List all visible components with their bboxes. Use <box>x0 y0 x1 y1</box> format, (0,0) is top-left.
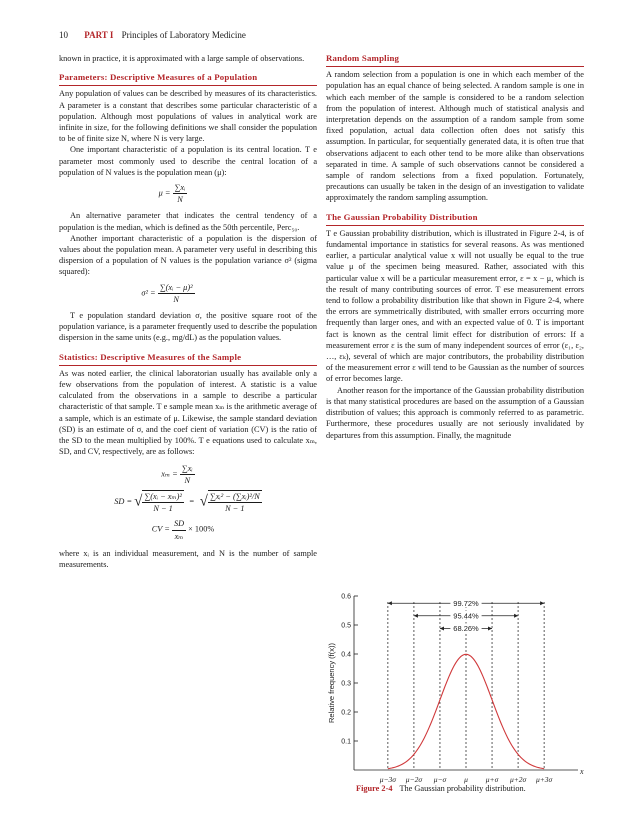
equation-lhs: CV = <box>151 524 170 534</box>
part-label: PART I <box>84 30 114 40</box>
arrow-left-icon <box>440 626 444 630</box>
y-tick-label: 0.3 <box>341 680 351 688</box>
equation-denominator: N <box>173 294 179 304</box>
paragraph: One important characteristic of a population is its central location. T e parameter most commonly used to describe the central location of a population of N values is the population mean (μ): <box>59 145 317 177</box>
equation-lhs: μ = <box>158 188 171 198</box>
paragraph: An alternative parameter that indicates the central tendency of a population is the median, which is defined as the 50th percentile, Perc₅₀. <box>59 211 317 232</box>
gaussian-chart <box>326 588 584 788</box>
figure-label: Figure 2-4 <box>356 784 393 793</box>
arrow-right-icon <box>488 626 492 630</box>
equation-fraction <box>180 463 195 486</box>
equation-numerator: ∑xᵢ <box>180 463 195 475</box>
sqrt-icon: √ <box>199 493 208 510</box>
equation-fraction <box>173 182 188 205</box>
x-tick-label: μ+2σ <box>509 775 527 784</box>
equation-numerator: ∑xᵢ <box>173 182 188 194</box>
section-heading-parameters: Parameters: Descriptive Measures of a Population <box>59 72 317 86</box>
figure-gaussian <box>326 588 584 788</box>
equation-lhs: σ² = <box>141 288 156 298</box>
equation-lhs: xₘ = <box>161 469 178 479</box>
equation-denominator: N − 1 <box>225 504 245 514</box>
paragraph: A random selection from a population is one in which each member of the population has an equal chance of being selected. A random sample is one in which each member of the sample is considered to be a random selection from the population of interest. Although much of statistical analysis and interpretation depends on the assumption of a random sample from some fixed population, actual data collection often does not satisfy this assumption. In particular, for sequentially generated data, it is often true that observations adjacent to each other tend to be more alike than observations separated in time. A sample of such observations cannot be considered a sample of random selections from a fixed population. Fortunately, precautions can usually be taken in the design of an investigation to validate approximately the random sampling assumption. <box>326 70 584 203</box>
figure-caption-text: The Gaussian probability distribution. <box>399 784 526 793</box>
header-title: Principles of Laboratory Medicine <box>121 30 246 40</box>
paragraph: where xᵢ is an individual measurement, and N is the number of sample measurements. <box>59 548 317 569</box>
equation-standard-deviation <box>59 490 317 514</box>
y-tick-label: 0.4 <box>341 651 351 659</box>
equation-numerator: ∑(xᵢ − μ)² <box>158 282 195 294</box>
equation-denominator: xₘ <box>174 531 184 541</box>
equation-numerator: ∑(xᵢ − xₘ)² <box>142 491 183 503</box>
x-axis-label: x <box>580 767 584 776</box>
section-heading-gaussian: The Gaussian Probability Distribution <box>326 212 584 226</box>
paragraph: Another important characteristic of a population is the dispersion of values about the population mean. A parameter very useful in describing this dispersion of a population of N values is the population variance σ² (sigma squared): <box>59 233 317 277</box>
sqrt-icon: √ <box>134 493 143 510</box>
equation-fraction <box>208 490 262 514</box>
x-tick-label: μ−3σ <box>379 775 397 784</box>
equation-coefficient-of-variation <box>59 518 317 541</box>
equation-fraction <box>158 282 195 305</box>
paragraph: As was noted earlier, the clinical laboratorian usually has available only a few observations from the population of interest. A statistic is a value calculated from the observations in a sample to describe a particular characteristic of that sample. T e sample mean xₘ is the arithmetic average of a sample, which is an estimate of μ. Likewise, the sample standard deviation (SD) is an estimate of σ, and the coef cient of variation (CV) is the ratio of the SD to the mean multiplied by 100%. T e equations used to calculate xₘ, SD, and CV, respectively, are as follows: <box>59 368 317 457</box>
equation-population-mean <box>59 182 317 205</box>
equation-lhs: SD = <box>114 497 133 507</box>
paragraph: T e Gaussian probability distribution, which is illustrated in Figure 2-4, is of fundamental importance in statistics for several reasons. As was mentioned earlier, a particular analytical value x will not usually be equal to the true value μ of the specimen being measured. Rather, associated with this particular value x will be a particular measurement error, ε = x − μ, which is the result of many contributing sources of error. T ese measurement errors tend to follow a probability distribution like that shown in Figure 2-4, where the errors are symmetrically distributed, with smaller errors occurring more frequently than larger ones, and with an expected value of 0. T is important fact is known as the central limit effect for distribution of errors: If a measurement error ε is the sum of many independent sources of error (ε₁, ε₂, …, εₖ), several of which are major contributors, the probability distribution of the measurement error ε will tend to be Gaussian as the number of sources of error becomes large. <box>326 228 584 384</box>
paragraph: Another reason for the importance of the Gaussian probability distribution is that many statistical procedures are based on the assumption of a Gaussian distribution of values; this approach is commonly referred to as parametric. Furthermore, these procedures usually are not seriously invalidated by departures from this assumption. Finally, the magnitude <box>326 385 584 440</box>
equals-sign: = <box>188 497 195 507</box>
arrow-left-icon <box>414 614 418 618</box>
arrow-right-icon <box>514 614 518 618</box>
x-tick-label: μ <box>464 775 468 784</box>
x-tick-label: μ−2σ <box>405 775 423 784</box>
x-tick-label: μ−σ <box>433 775 447 784</box>
y-axis-label: Relative frequency (f(x)) <box>327 642 336 724</box>
equation-denominator: N <box>184 475 191 485</box>
intro-paragraph: known in practice, it is approximated with a large sample of observations. <box>59 54 305 63</box>
arrow-right-icon <box>540 601 544 605</box>
span-label: 99.72% <box>453 598 479 608</box>
span-label: 68.26% <box>453 624 479 634</box>
page-number: 10 <box>59 30 68 40</box>
y-tick-label: 0.2 <box>341 709 351 717</box>
paragraph: T e population standard deviation σ, the positive square root of the population variance, is a parameter frequently used to describe the population dispersion in the same units (e.g., mg/dL) as the population values. <box>59 311 317 343</box>
equation-sample-mean <box>59 463 317 486</box>
figure-caption <box>356 784 526 793</box>
equation-numerator: SD <box>172 518 186 530</box>
y-tick-label: 0.5 <box>341 622 351 630</box>
left-column <box>59 53 317 570</box>
span-label: 95.44% <box>453 611 479 621</box>
running-header <box>59 30 246 40</box>
y-tick-label: 0.1 <box>341 738 351 746</box>
equation-tail: × 100% <box>188 524 215 534</box>
equation-fraction <box>142 490 183 514</box>
arrow-left-icon <box>388 601 392 605</box>
equation-denominator: N <box>177 195 183 205</box>
x-tick-label: μ+σ <box>485 775 499 784</box>
equation-numerator: ∑xᵢ² − (∑xᵢ)²/N <box>208 491 262 503</box>
section-heading-random-sampling: Random Sampling <box>326 53 584 67</box>
x-tick-label: μ+3σ <box>535 775 553 784</box>
y-tick-label: 0.6 <box>341 593 351 601</box>
right-column <box>326 53 584 441</box>
equation-denominator: N − 1 <box>153 504 173 514</box>
section-heading-statistics: Statistics: Descriptive Measures of the Sample <box>59 352 317 366</box>
equation-population-variance <box>59 282 317 305</box>
equation-fraction <box>172 518 186 541</box>
paragraph: Any population of values can be described by measures of its characteristics. A parameter is a constant that describes some particular characteristic of a population. Although most populations of values in analytical work are infinite in size, for the following definitions we shall consider the population to be of finite size N, where N is very large. <box>59 89 317 144</box>
